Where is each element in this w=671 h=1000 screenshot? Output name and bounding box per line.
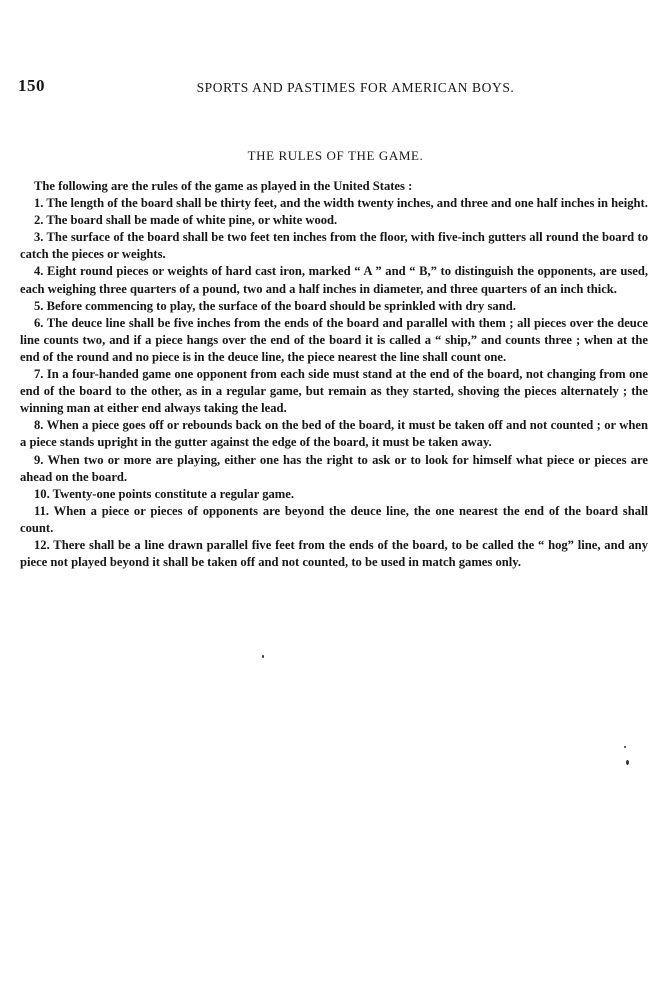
- rule-9: 9. When two or more are playing, either one has the right to ask or to look for himself what piece or pieces are ahead on the board.: [20, 452, 648, 484]
- ink-speck: [626, 760, 629, 765]
- intro-paragraph: The following are the rules of the game as played in the United States :: [34, 179, 413, 193]
- rule-8: 8. When a piece goes off or rebounds back on the bed of the board, it must be taken off and not counted ; or when a piece stands upright in the gutter against the edge of the board, it must be taken away.: [20, 418, 648, 450]
- rule-11: 11. When a piece or pieces of opponents are beyond the deuce line, the one nearest the end of the board shall count.: [20, 503, 648, 535]
- rule-7: 7. In a four-handed game one opponent from each side must stand at the end of the board, not changing from one end of the board to the other, as in a regular game, but remain as they started, shoving the pieces alternately ; the winning man at either end always taking the lead.: [20, 367, 648, 416]
- rule-1: 1. The length of the board shall be thirty feet, and the width twenty inches, and three and one half inches in height.: [34, 196, 648, 211]
- rules-body: [20, 178, 648, 571]
- rule-10: 10. Twenty-one points constitute a regular game.: [34, 486, 295, 501]
- rule-5: 5. Before commencing to play, the surface of the board should be sprinkled with dry sand.: [34, 298, 516, 313]
- rule-12: 12. There shall be a line drawn parallel five feet from the ends of the board, to be called the “ hog” line, and any piece not played beyond it shall be taken off and not counted, to be used in match games only.: [20, 537, 648, 570]
- rule-6: 6. The deuce line shall be five inches from the ends of the board and parallel with them ; all pieces over the deuce line counts two, and if a piece hangs over the end of the board it is called a “ ship,” and counts three ; when at the end of the round and no piece is in the deuce line, the piece nearest the line shall count one.: [20, 315, 648, 364]
- rule-2: 2. The board shall be made of white pine, or white wood.: [34, 213, 338, 228]
- running-head: SPORTS AND PASTIMES FOR AMERICAN BOYS.: [196, 80, 515, 95]
- ink-speck: [262, 655, 264, 658]
- page-number: 150: [18, 76, 45, 95]
- rule-4: 4. Eight round pieces or weights of hard cast iron, marked “ A ” and “ B,” to distinguish the opponents, are used, each weighing three quarters of a pound, two and a half inches in diameter, and three quarters of an inch thick.: [20, 264, 648, 296]
- rule-3: 3. The surface of the board shall be two feet ten inches from the floor, with five-inch gutters all round the board to catch the pieces or weights.: [20, 230, 648, 262]
- section-title: THE RULES OF THE GAME.: [247, 148, 424, 163]
- ink-speck: [624, 746, 626, 748]
